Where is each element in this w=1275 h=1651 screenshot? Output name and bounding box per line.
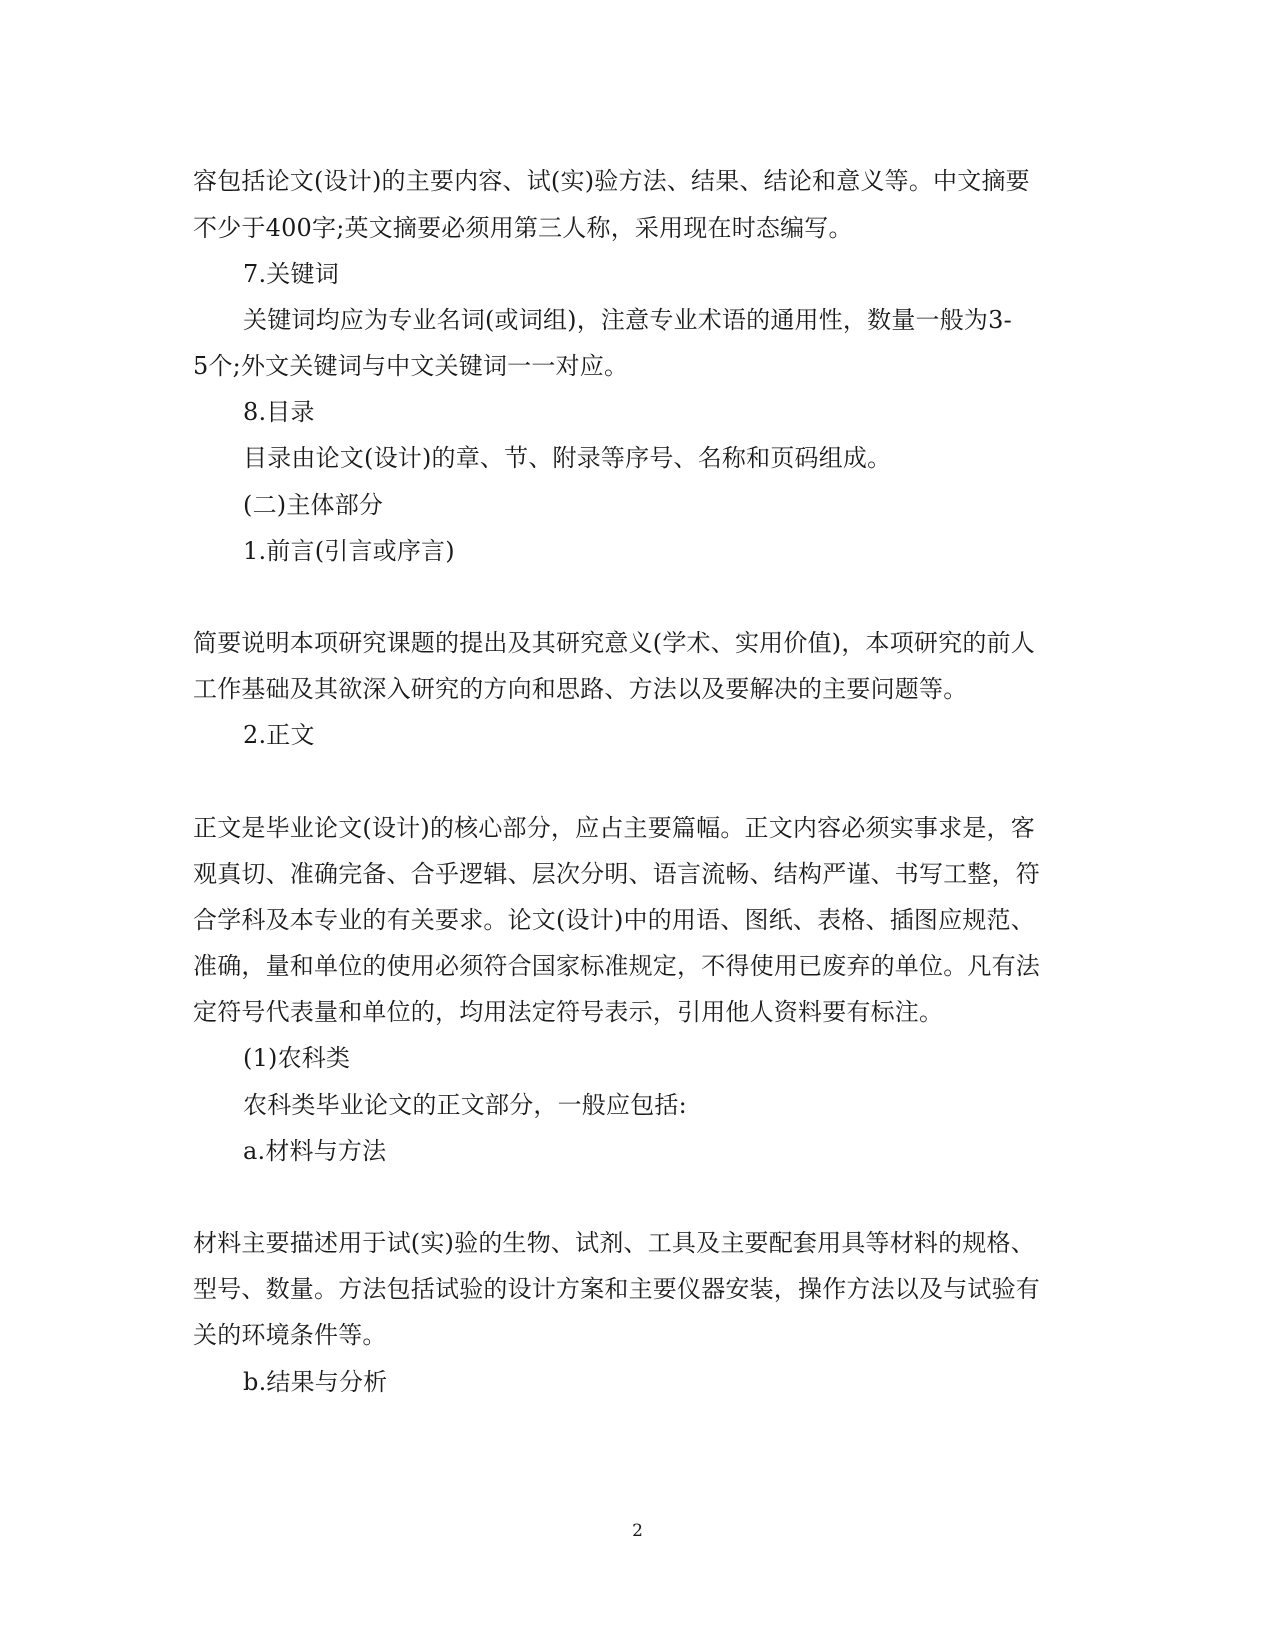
section-heading: 2.正文 [243,721,315,749]
section-heading: (二)主体部分 [243,491,384,519]
text-line: 正文是毕业论文(设计)的核心部分，应占主要篇幅。正文内容必须实事求是，客 [193,814,1035,842]
section-heading: 8.目录 [243,398,315,426]
text-line: 关键词均应为专业名词(或词组)，注意专业术语的通用性，数量一般为3- [243,306,1012,334]
text-line: 材料主要描述用于试(实)验的生物、试剂、工具及主要配套用具等材料的规格、 [193,1229,1035,1257]
section-heading: b.结果与分析 [243,1368,388,1396]
text-line: 工作基础及其欲深入研究的方向和思路、方法以及要解决的主要问题等。 [193,675,968,703]
text-line: 5个;外文关键词与中文关键词一一对应。 [193,352,629,380]
text-line: 关的环境条件等。 [193,1321,387,1349]
text-line: 农科类毕业论文的正文部分，一般应包括: [243,1091,687,1119]
text-line: 目录由论文(设计)的章、节、附录等序号、名称和页码组成。 [243,444,892,472]
section-heading: a.材料与方法 [243,1137,387,1165]
text-line: 简要说明本项研究课题的提出及其研究意义(学术、实用价值)，本项研究的前人 [193,629,1035,657]
text-line: 定符号代表量和单位的，均用法定符号表示，引用他人资料要有标注。 [193,998,944,1026]
text-line: 型号、数量。方法包括试验的设计方案和主要仪器安装，操作方法以及与试验有 [193,1275,1040,1303]
page-number: 2 [632,1521,643,1541]
text-line: 合学科及本专业的有关要求。论文(设计)中的用语、图纸、表格、插图应规范、 [193,906,1035,934]
text-line: 观真切、准确完备、合乎逻辑、层次分明、语言流畅、结构严谨、书写工整，符 [193,860,1040,888]
section-heading: (1)农科类 [243,1044,351,1072]
text-line: 不少于400字;英文摘要必须用第三人称，采用现在时态编写。 [193,214,853,242]
text-line: 容包括论文(设计)的主要内容、试(实)验方法、结果、结论和意义等。中文摘要 [193,167,1030,195]
section-heading: 7.关键词 [243,260,339,288]
section-heading: 1.前言(引言或序言) [243,537,455,565]
text-line: 准确，量和单位的使用必须符合国家标准规定，不得使用已废弃的单位。凡有法 [193,952,1040,980]
